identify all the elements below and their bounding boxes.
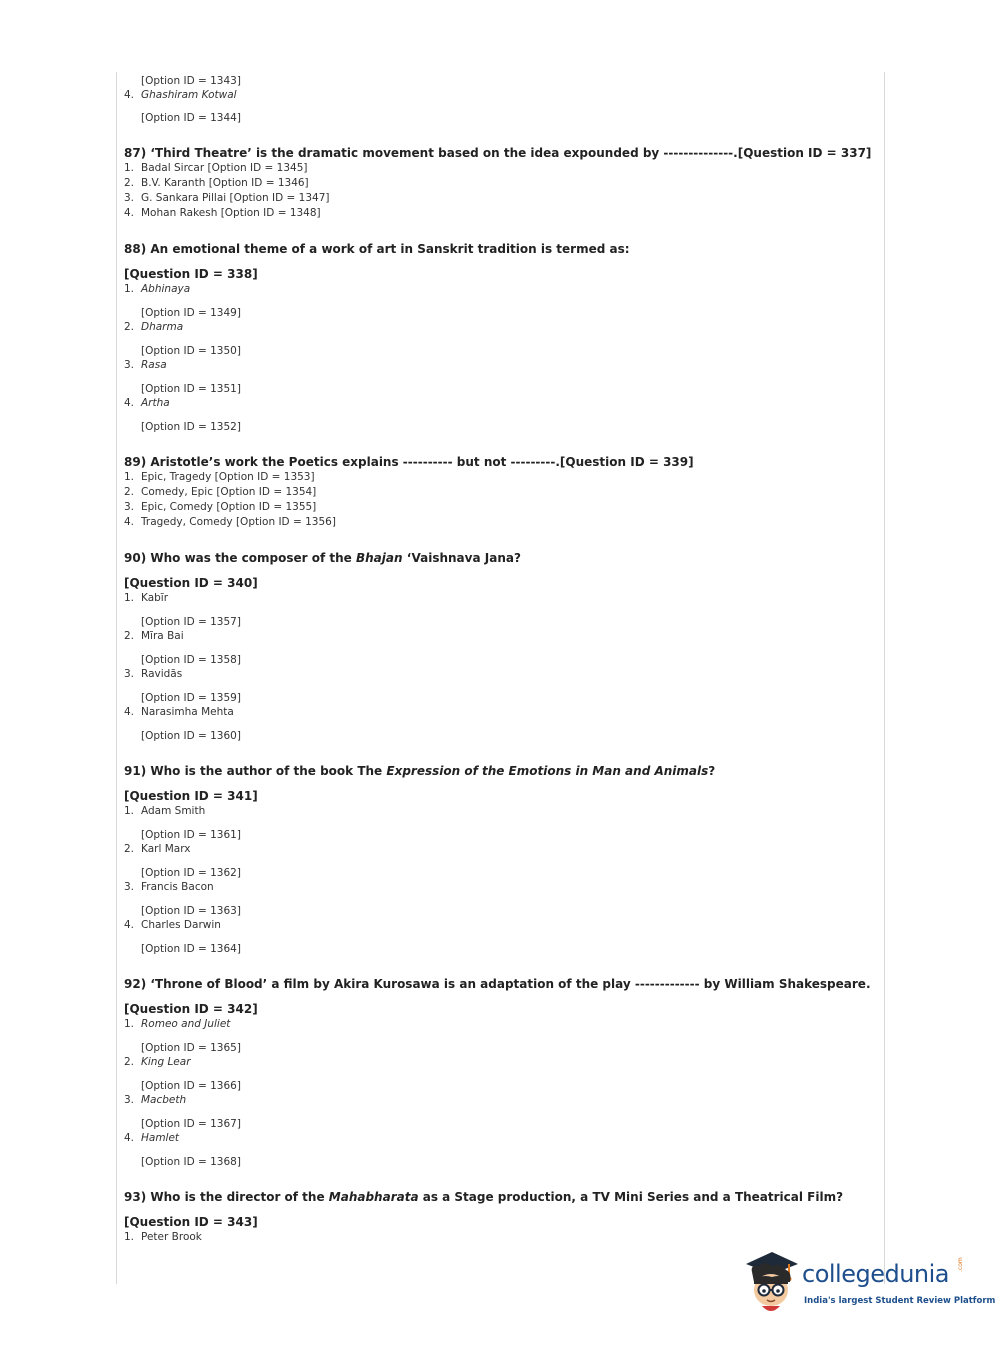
question-90: [124, 551, 876, 743]
right-border-line: [884, 72, 885, 1284]
option-id: [Option ID = 1363]: [141, 905, 241, 917]
left-border-line: [116, 72, 117, 1284]
option-item: 4. Mohan Rakesh [Option ID = 1348]: [124, 207, 321, 219]
option-item: 2. Karl Marx: [124, 843, 191, 855]
collegedunia-logo[interactable]: [742, 1250, 996, 1320]
question-id: [Question ID = 340]: [124, 576, 258, 590]
option-id: [Option ID = 1359]: [141, 692, 241, 704]
option-id: [Option ID = 1365]: [141, 1042, 241, 1054]
option-item: 2. King Lear: [124, 1056, 191, 1068]
option-item: 4. Ghashiram Kotwal: [124, 89, 237, 101]
question-title: 88) An emotional theme of a work of art in Sanskrit tradition is termed as:: [124, 242, 630, 256]
option-id: [Option ID = 1357]: [141, 616, 241, 628]
option-item: 4. Narasimha Mehta: [124, 706, 234, 718]
question-title: 89) Aristotle’s work the Poetics explains ---------- but not ---------.[Question ID = 339]: [124, 455, 694, 469]
option-item: 3. Rasa: [124, 359, 167, 371]
question-id: [Question ID = 338]: [124, 267, 258, 281]
option-id: [Option ID = 1351]: [141, 383, 241, 395]
option-id: [Option ID = 1352]: [141, 421, 241, 433]
option-item: 1. Badal Sircar [Option ID = 1345]: [124, 162, 308, 174]
question-paper-content: [124, 74, 876, 1245]
option-item: 1. Adam Smith: [124, 805, 206, 817]
student-mascot-icon: [742, 1250, 804, 1320]
option-item: 3. G. Sankara Pillai [Option ID = 1347]: [124, 192, 330, 204]
option-id: [Option ID = 1362]: [141, 867, 241, 879]
option-id: [Option ID = 1360]: [141, 730, 241, 742]
question-88: [124, 242, 876, 434]
option-id: [Option ID = 1364]: [141, 943, 241, 955]
option-item: 4. Charles Darwin: [124, 919, 221, 931]
question-93: [124, 1190, 876, 1245]
option-id: [Option ID = 1343]: [141, 75, 241, 87]
option-item: 3. Epic, Comedy [Option ID = 1355]: [124, 501, 317, 513]
option-item: 1. Epic, Tragedy [Option ID = 1353]: [124, 471, 315, 483]
question-title: 87) ‘Third Theatre’ is the dramatic movement based on the idea expounded by --------------.[Question ID = 337]: [124, 146, 872, 160]
option-item: 1. Romeo and Juliet: [124, 1018, 231, 1030]
logo-tagline: India's largest Student Review Platform: [804, 1296, 996, 1306]
option-item: 3. Francis Bacon: [124, 881, 214, 893]
option-item: 2. B.V. Karanth [Option ID = 1346]: [124, 177, 309, 189]
question-title: 90) Who was the composer of the Bhajan ‘Vaishnava Jana?: [124, 551, 521, 565]
option-item: 2. Mīra Bai: [124, 630, 184, 642]
question-id: [Question ID = 343]: [124, 1215, 258, 1229]
option-item: 3. Macbeth: [124, 1094, 187, 1106]
question-title: 93) Who is the director of the Mahabharata as a Stage production, a TV Mini Series and a Theatrical Film?: [124, 1190, 844, 1204]
option-item: 4. Hamlet: [124, 1132, 180, 1144]
option-item: 2. Comedy, Epic [Option ID = 1354]: [124, 486, 317, 498]
option-id: [Option ID = 1361]: [141, 829, 241, 841]
option-item: 1. Peter Brook: [124, 1231, 202, 1243]
question-89: [124, 455, 876, 530]
question-title: 92) ‘Throne of Blood’ a film by Akira Kurosawa is an adaptation of the play ------------- by William Shakespeare.: [124, 977, 871, 991]
question-91: [124, 764, 876, 956]
logo-wordmark: collegedunia: [802, 1260, 950, 1288]
option-id: [Option ID = 1349]: [141, 307, 241, 319]
option-item: 2. Dharma: [124, 321, 184, 333]
option-item: 1. Abhinaya: [124, 283, 191, 295]
question-92: [124, 977, 876, 1169]
option-id: [Option ID = 1367]: [141, 1118, 241, 1130]
question-87: [124, 146, 876, 221]
option-item: 4. Artha: [124, 397, 170, 409]
option-id: [Option ID = 1368]: [141, 1156, 241, 1168]
question-id: [Question ID = 342]: [124, 1002, 258, 1016]
option-id: [Option ID = 1358]: [141, 654, 241, 666]
question-title: 91) Who is the author of the book The Expression of the Emotions in Man and Animals?: [124, 764, 716, 778]
option-id: [Option ID = 1366]: [141, 1080, 241, 1092]
option-item: 4. Tragedy, Comedy [Option ID = 1356]: [124, 516, 336, 528]
option-item: 3. Ravidās: [124, 668, 183, 680]
option-id: [Option ID = 1350]: [141, 345, 241, 357]
option-id: [Option ID = 1344]: [141, 112, 241, 124]
logo-com-suffix: .com: [957, 1257, 964, 1272]
option-item: 1. Kabīr: [124, 592, 169, 604]
question-id: [Question ID = 341]: [124, 789, 258, 803]
